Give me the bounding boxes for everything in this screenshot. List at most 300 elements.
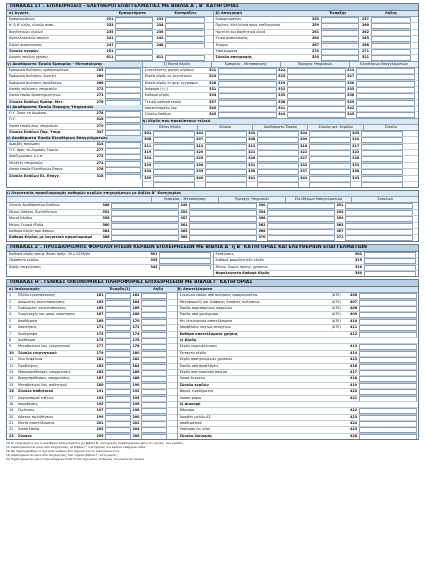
- amount-input[interactable]: [359, 319, 417, 325]
- code-cell: 367: [336, 228, 344, 233]
- accounting-profit-header: ι) Λογιστικός προσδιορισμός καθαρών κερδών επιχειρήσεων με βιβλία Β΄ Κατηγορίας: [7, 191, 418, 197]
- amount-input[interactable]: [153, 131, 195, 137]
- amount-input[interactable]: [159, 252, 211, 258]
- code-cell: 204: [132, 427, 140, 432]
- row-number: 12: [9, 363, 14, 368]
- amount-input[interactable]: [205, 163, 247, 169]
- amount-input[interactable]: [321, 17, 359, 23]
- amount-input[interactable]: [364, 271, 416, 276]
- amount-input[interactable]: [321, 55, 359, 60]
- amount-input[interactable]: [361, 131, 403, 137]
- amount-input[interactable]: [267, 223, 335, 229]
- code-cell: 414: [350, 350, 358, 355]
- amount-input[interactable]: [115, 23, 153, 29]
- amount-input[interactable]: [371, 17, 411, 23]
- amount-input[interactable]: [371, 36, 411, 42]
- footnote-line: (5) Συμπληρώνεται μόνο όταν υπάρχουν ποσά στους σχετικούς κωδικούς του παρόντος πίνακα.: [6, 457, 146, 461]
- amount-input[interactable]: [257, 131, 299, 137]
- inventory-col2-header: Λήξης: [384, 11, 398, 15]
- amount-input[interactable]: [165, 23, 205, 29]
- amount-input[interactable]: [257, 156, 299, 162]
- amount-input[interactable]: [111, 203, 179, 209]
- row-label: Αποσβέσεις: [18, 401, 38, 406]
- amount-input[interactable]: [105, 174, 141, 179]
- amount-input[interactable]: [105, 396, 131, 402]
- row-number: 21: [9, 421, 14, 426]
- row-label: α' & β' υλών, υλικών συσκ.: [9, 23, 55, 28]
- amount-input[interactable]: [165, 17, 205, 23]
- code-cell: 276: [96, 167, 104, 172]
- row-number: 23: [9, 433, 14, 438]
- amount-input[interactable]: [153, 150, 195, 156]
- amount-input[interactable]: [287, 74, 346, 80]
- code-cell: 206: [132, 433, 140, 438]
- row-label: Υπολειμματα: [215, 48, 238, 53]
- amount-input[interactable]: [153, 182, 195, 187]
- amount-input[interactable]: [141, 421, 167, 427]
- code-cell: 343: [352, 175, 360, 180]
- amount-input[interactable]: [359, 396, 417, 402]
- row-label: Σύνολο ενεργητικού: [18, 350, 57, 355]
- amount-input[interactable]: [287, 68, 346, 74]
- amount-input[interactable]: [105, 100, 141, 105]
- code-cell: 301: [144, 130, 152, 135]
- amount-input[interactable]: [105, 293, 131, 299]
- code-cell: 272: [96, 86, 104, 91]
- amount-input[interactable]: [189, 216, 257, 222]
- amount-input[interactable]: [359, 312, 417, 318]
- amount-input[interactable]: [257, 176, 299, 182]
- amount-input[interactable]: [359, 300, 417, 306]
- amount-input[interactable]: [141, 325, 167, 331]
- amount-input[interactable]: [141, 427, 167, 433]
- amount-input[interactable]: [105, 408, 131, 414]
- code-cell: 371: [336, 235, 344, 240]
- code-cell: 529: [278, 80, 286, 85]
- amount-input[interactable]: [105, 364, 131, 370]
- code-cell: 185: [96, 369, 104, 374]
- amount-input[interactable]: [105, 111, 141, 117]
- table-row: [214, 271, 419, 276]
- amount-input[interactable]: [153, 137, 195, 143]
- amount-input[interactable]: [105, 402, 131, 408]
- row-number: 13: [9, 369, 14, 374]
- amount-input[interactable]: [115, 55, 153, 60]
- code-cell: 518: [96, 117, 104, 122]
- table-row: [178, 434, 418, 439]
- row-label: Αποθεματικά: [179, 421, 202, 426]
- amount-input[interactable]: [345, 210, 413, 216]
- acc-col1-header: Εμπορίας - Μεταποίησης: [152, 197, 219, 202]
- amount-input[interactable]: [141, 319, 167, 325]
- amount-input[interactable]: [356, 100, 415, 106]
- amount-input[interactable]: [321, 23, 359, 29]
- amount-input[interactable]: [105, 370, 131, 376]
- code-cell: 409: [350, 312, 358, 317]
- amount-input[interactable]: [218, 112, 277, 117]
- amount-input[interactable]: [141, 351, 167, 357]
- amount-input[interactable]: [371, 49, 411, 55]
- amount-input[interactable]: [105, 332, 131, 338]
- amount-input[interactable]: [105, 74, 141, 80]
- table-row: [7, 100, 142, 105]
- amount-input[interactable]: [257, 144, 299, 150]
- code-cell: 247: [106, 42, 114, 47]
- amount-input[interactable]: [115, 30, 153, 36]
- amount-input[interactable]: [218, 87, 277, 93]
- code-cell: 305: [352, 130, 360, 135]
- amount-input[interactable]: [361, 163, 403, 169]
- row-number: 8: [9, 338, 12, 343]
- amount-input[interactable]: [309, 156, 351, 162]
- amount-input[interactable]: [153, 163, 195, 169]
- code-cell: 416: [350, 363, 358, 368]
- code-cell: 177: [96, 344, 104, 349]
- amount-input[interactable]: [189, 235, 257, 240]
- amount-input[interactable]: [105, 427, 131, 433]
- amount-input[interactable]: [267, 235, 335, 240]
- amount-input[interactable]: [153, 156, 195, 162]
- gross-profit-col1-header: Εμπορίας - Μεταποίησης: [212, 62, 281, 67]
- amount-input[interactable]: [111, 210, 179, 216]
- amount-input[interactable]: [359, 332, 417, 338]
- amount-input[interactable]: [205, 176, 247, 182]
- amount-input[interactable]: [309, 182, 351, 187]
- code-cell: 417: [350, 369, 358, 374]
- amount-input[interactable]: [205, 150, 247, 156]
- amount-input[interactable]: [105, 415, 131, 421]
- amount-input[interactable]: [189, 210, 257, 216]
- amount-input[interactable]: [105, 389, 131, 395]
- amount-input[interactable]: [359, 370, 417, 376]
- amount-input[interactable]: [115, 43, 153, 49]
- amount-input[interactable]: [111, 229, 179, 235]
- amount-input[interactable]: [141, 344, 167, 350]
- row-label: Καθαρά κέρδη: [144, 93, 170, 98]
- amount-input[interactable]: [345, 203, 413, 209]
- code-cell: 410: [350, 318, 358, 323]
- table-row: [7, 174, 142, 179]
- amount-input[interactable]: [141, 396, 167, 402]
- balance-sheet-header: α) Ισολογισμός: [9, 287, 40, 292]
- code-cell: 320: [196, 150, 204, 155]
- amount-input[interactable]: [356, 93, 415, 99]
- amount-input[interactable]: [359, 344, 417, 350]
- amount-input[interactable]: [105, 154, 141, 160]
- amount-input[interactable]: [309, 131, 351, 137]
- amount-input[interactable]: [309, 144, 351, 150]
- amount-input[interactable]: [287, 106, 346, 112]
- amount-input[interactable]: [105, 325, 131, 331]
- amount-input[interactable]: [361, 176, 403, 182]
- amount-input[interactable]: [359, 293, 417, 299]
- amount-input[interactable]: [257, 150, 299, 156]
- amount-input[interactable]: [359, 421, 417, 427]
- amount-input[interactable]: [359, 383, 417, 389]
- row-label: Κέρδη προηγούμενων χρήσεων: [179, 357, 233, 362]
- amount-input[interactable]: [287, 87, 346, 93]
- amount-input[interactable]: [105, 338, 131, 344]
- amount-input[interactable]: [257, 182, 299, 187]
- amount-input[interactable]: [257, 169, 299, 175]
- amount-input[interactable]: [267, 210, 335, 216]
- amount-input[interactable]: [141, 357, 167, 363]
- amount-input[interactable]: [153, 176, 195, 182]
- amount-input[interactable]: [105, 383, 131, 389]
- amount-input[interactable]: [105, 130, 141, 135]
- code-cell: 193: [96, 395, 104, 400]
- code-cell: 347: [96, 130, 104, 135]
- code-cell: 544: [278, 112, 286, 117]
- code-cell: 187: [96, 376, 104, 381]
- amount-input[interactable]: [111, 223, 179, 229]
- amount-input[interactable]: [141, 300, 167, 306]
- code-cell: 162: [132, 293, 140, 298]
- amount-input[interactable]: [205, 182, 247, 187]
- amount-input[interactable]: [105, 376, 131, 382]
- amount-input[interactable]: [321, 43, 359, 49]
- amount-input[interactable]: [105, 344, 131, 350]
- code-cell: 360: [102, 222, 110, 227]
- amount-input[interactable]: [105, 357, 131, 363]
- amount-input[interactable]: [371, 30, 411, 36]
- amount-input[interactable]: [361, 150, 403, 156]
- amount-input[interactable]: [105, 421, 131, 427]
- amount-input[interactable]: [159, 258, 211, 264]
- amount-input[interactable]: [205, 144, 247, 150]
- amount-input[interactable]: [115, 17, 153, 23]
- row-label: Κέρδη εκμετάλλευσης: [179, 344, 218, 349]
- code-cell: 275: [96, 154, 104, 159]
- amount-input[interactable]: [359, 306, 417, 312]
- amount-input[interactable]: [141, 338, 167, 344]
- row-number: 9: [9, 344, 12, 349]
- amount-input[interactable]: [165, 55, 205, 60]
- row-label: Εμπορευμάτων: [215, 17, 242, 21]
- amount-input[interactable]: [218, 74, 277, 80]
- amount-input[interactable]: [356, 74, 415, 80]
- amount-input[interactable]: [287, 112, 346, 117]
- row-label: Τελικά καθαρά κέρδη: [144, 99, 182, 104]
- amount-input[interactable]: [165, 43, 205, 49]
- amount-input[interactable]: [105, 142, 141, 148]
- row-label: Σύνολο παθητικού: [18, 389, 54, 394]
- amount-input[interactable]: [345, 223, 413, 229]
- amount-input[interactable]: [309, 163, 351, 169]
- amount-input[interactable]: [141, 332, 167, 338]
- code-cell: 202: [132, 421, 140, 426]
- amount-input[interactable]: [364, 258, 416, 264]
- amount-input[interactable]: [364, 252, 416, 258]
- amount-input[interactable]: [153, 144, 195, 150]
- row-label: Π.Υ.: [9, 117, 16, 122]
- code-cell: 350: [258, 203, 266, 208]
- amount-input[interactable]: [105, 148, 141, 154]
- code-cell: 182: [132, 357, 140, 362]
- amount-input[interactable]: [141, 306, 167, 312]
- amount-input[interactable]: [111, 216, 179, 222]
- amount-input[interactable]: [105, 117, 141, 123]
- amount-input[interactable]: [359, 389, 417, 395]
- revenue-trade-header: γ) Ακαθάριστα Έσοδα Εμπορίας - Μεταποίησης: [7, 62, 142, 68]
- amount-input[interactable]: [371, 43, 411, 49]
- amount-input[interactable]: [321, 36, 359, 42]
- amount-input[interactable]: [218, 81, 277, 87]
- amount-input[interactable]: [205, 137, 247, 143]
- code-cell: 354: [258, 209, 266, 214]
- amount-input[interactable]: [356, 112, 415, 117]
- amount-input[interactable]: [309, 150, 351, 156]
- amount-input[interactable]: [159, 265, 211, 270]
- amount-input[interactable]: [153, 169, 195, 175]
- gross-profit-col3-header: Ελευθέριων Επαγγελματιών: [360, 61, 408, 66]
- amount-input[interactable]: [361, 144, 403, 150]
- code-cell: 341: [248, 175, 256, 180]
- amount-input[interactable]: [218, 106, 277, 112]
- amount-input[interactable]: [141, 376, 167, 382]
- amount-input[interactable]: [141, 408, 167, 414]
- amount-input[interactable]: [359, 325, 417, 331]
- code-cell: 312: [196, 143, 204, 148]
- amount-input[interactable]: [345, 229, 413, 235]
- amount-input[interactable]: [105, 68, 141, 74]
- amount-input[interactable]: [364, 265, 416, 271]
- amount-input[interactable]: [189, 229, 257, 235]
- amount-input[interactable]: [105, 351, 131, 357]
- amount-input[interactable]: [111, 235, 179, 240]
- amount-input[interactable]: [105, 312, 131, 318]
- amount-input[interactable]: [309, 169, 351, 175]
- row-label: Καθαρά αποτελέσματα χρήσης: [179, 331, 238, 336]
- row-label: Καθαρό Κέρδος με λογιστικό προσδιορισμό: [9, 235, 93, 240]
- code-cell: 274: [96, 160, 104, 165]
- amount-input[interactable]: [141, 293, 167, 299]
- table-row: [143, 112, 418, 117]
- amount-input[interactable]: [267, 216, 335, 222]
- code-cell: 264: [311, 36, 320, 41]
- amount-input[interactable]: [165, 36, 205, 42]
- amount-input[interactable]: [105, 319, 131, 325]
- amount-input[interactable]: [359, 408, 417, 414]
- amount-input[interactable]: [321, 30, 359, 36]
- amount-input[interactable]: [105, 81, 141, 87]
- amount-input[interactable]: [189, 203, 257, 209]
- amount-input[interactable]: [218, 100, 277, 106]
- amount-input[interactable]: [356, 87, 415, 93]
- amount-input[interactable]: [359, 376, 417, 382]
- amount-input[interactable]: [359, 357, 417, 363]
- amount-input[interactable]: [141, 402, 167, 408]
- amount-input[interactable]: [371, 23, 411, 29]
- amount-input[interactable]: [267, 229, 335, 235]
- code-cell: 196: [132, 401, 140, 406]
- row-label: Έκτακτα κέρδη: [179, 350, 206, 355]
- code-cell: 349: [180, 203, 188, 208]
- amount-input[interactable]: [321, 49, 359, 55]
- row-number: 2: [9, 299, 12, 304]
- amount-input[interactable]: [218, 68, 277, 74]
- amount-input[interactable]: [287, 93, 346, 99]
- amount-input[interactable]: [345, 216, 413, 222]
- amount-input[interactable]: [359, 427, 417, 433]
- amount-input[interactable]: [205, 156, 247, 162]
- amount-input[interactable]: [105, 124, 141, 130]
- amount-input[interactable]: [105, 161, 141, 167]
- code-cell: 265: [361, 36, 370, 41]
- code-cell: 523: [347, 67, 355, 72]
- amount-input[interactable]: [218, 93, 277, 99]
- blank-header: [7, 197, 152, 202]
- amount-input[interactable]: [141, 434, 167, 439]
- code-cell: 543: [209, 112, 217, 117]
- amount-input[interactable]: [361, 156, 403, 162]
- row-label: Έτοιμα: [215, 42, 228, 47]
- amount-input[interactable]: [141, 383, 167, 389]
- amount-input[interactable]: [371, 55, 411, 60]
- amount-input[interactable]: [267, 203, 335, 209]
- amount-input[interactable]: [165, 30, 205, 36]
- amount-input[interactable]: [356, 81, 415, 87]
- amount-input[interactable]: [356, 68, 415, 74]
- amount-input[interactable]: [257, 137, 299, 143]
- amount-input[interactable]: [205, 131, 247, 137]
- code-cell: 369: [180, 235, 188, 240]
- row-label: Κέρδη επιχείρησης: [9, 264, 42, 269]
- amount-input[interactable]: [105, 434, 131, 439]
- amount-input[interactable]: [205, 169, 247, 175]
- row-label: Σύνολο Εσόδων Ελ. Επαγγ.: [9, 173, 61, 178]
- code-cell: 408: [350, 306, 358, 311]
- amount-input[interactable]: [141, 370, 167, 376]
- row-label: Εμπορικά πωλήσεις εμπορευμάτων: [9, 67, 69, 72]
- amount-input[interactable]: [105, 87, 141, 93]
- amount-input[interactable]: [359, 351, 417, 357]
- amount-input[interactable]: [105, 306, 131, 312]
- amount-input[interactable]: [115, 36, 153, 42]
- amount-input[interactable]: [141, 415, 167, 421]
- amount-input[interactable]: [361, 169, 403, 175]
- amount-input[interactable]: [141, 312, 167, 318]
- code-cell: 536: [347, 93, 355, 98]
- amount-input[interactable]: [359, 415, 417, 421]
- amount-input[interactable]: [361, 137, 403, 143]
- amount-input[interactable]: [141, 389, 167, 395]
- amount-input[interactable]: [287, 100, 346, 106]
- code-cell: 186: [132, 369, 140, 374]
- amount-input[interactable]: [361, 182, 403, 187]
- amount-input[interactable]: [257, 163, 299, 169]
- amount-input[interactable]: [115, 49, 153, 55]
- amount-input[interactable]: [189, 223, 257, 229]
- row-label: Κέρδη από εκποίηση παγίων: [179, 369, 228, 374]
- code-cell: 241: [106, 36, 114, 41]
- amount-input[interactable]: [105, 300, 131, 306]
- amount-input[interactable]: [141, 364, 167, 370]
- purchases-col1-header: Εμπορεύματα: [118, 11, 146, 15]
- row-label: Εμπορευμάτων: [9, 17, 35, 21]
- amount-input[interactable]: [287, 81, 346, 87]
- amount-input[interactable]: [359, 434, 417, 439]
- amount-input[interactable]: [105, 167, 141, 173]
- amount-input[interactable]: [356, 106, 415, 112]
- amount-input[interactable]: [345, 235, 413, 240]
- amount-input[interactable]: [309, 137, 351, 143]
- acc-col2-header: Παροχής Υπηρεσιών: [219, 197, 286, 202]
- code-cell: 194: [132, 395, 140, 400]
- amount-input[interactable]: [309, 176, 351, 182]
- amount-input[interactable]: [359, 364, 417, 370]
- amount-input[interactable]: [105, 93, 141, 99]
